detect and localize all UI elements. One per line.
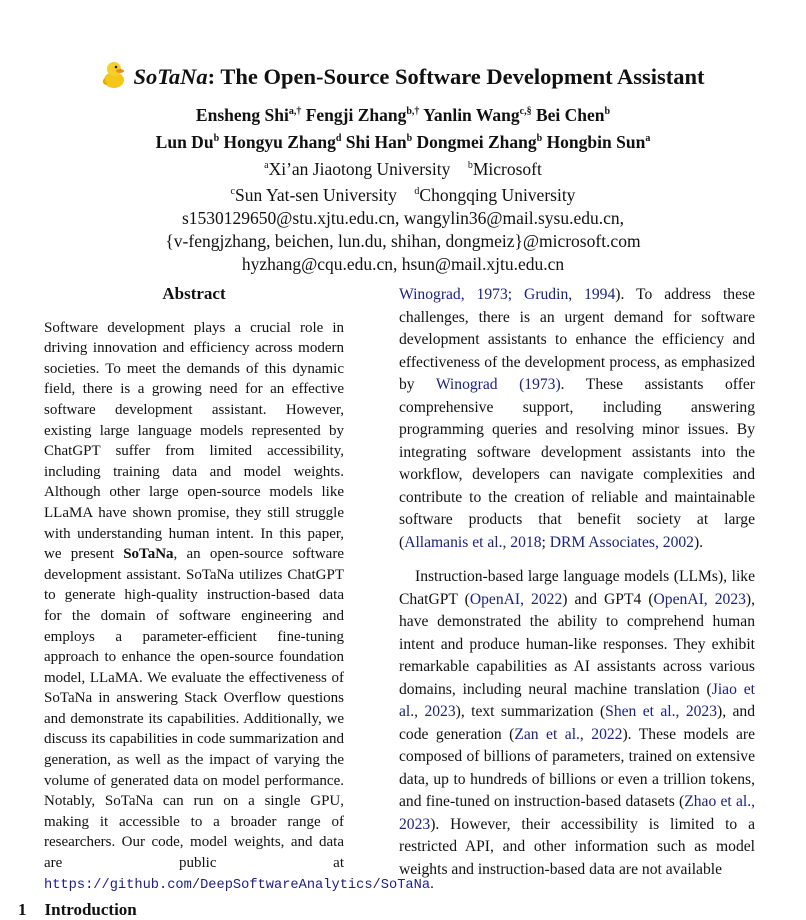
email-line: {v-fengjzhang, beichen, lun.du, shihan, dongmeiz}@microsoft.com <box>165 231 641 252</box>
duck-logo-icon <box>101 59 127 89</box>
model-name-bold: SoTaNa <box>123 546 174 563</box>
author-name: Shi Han <box>345 131 407 152</box>
email-line: hyzhang@cqu.edu.cn, hsun@mail.xjtu.edu.cn <box>241 254 565 275</box>
citation-link[interactable]: Allamanis et al., 2018 <box>404 533 542 551</box>
author-name: Bei Chen <box>535 104 605 125</box>
author-name: Fengji Zhang <box>305 104 407 125</box>
section-number: 1 <box>18 900 27 919</box>
author-name: Lun Du <box>155 131 214 152</box>
affiliation-line-2: $^c$Sun Yat-sen University $^d$Chongqing University <box>230 185 576 206</box>
citation-link[interactable]: OpenAI, 2023 <box>653 590 746 608</box>
citation-link[interactable]: Jiao et al., 2023 <box>399 680 756 720</box>
model-name: SoTaNa <box>133 64 208 89</box>
affiliation-line-1: $^a$Xi’an Jiaotong University $^b$Microsoft <box>264 158 542 179</box>
section-heading <box>18 900 155 920</box>
authors-line-2: Lun Du$^b$ Hongyu Zhang$^d$ Shi Han$^b$ Dongmei Zhang$^b$ Hongbin Sun$^a$ <box>155 131 651 152</box>
citation-link[interactable]: DRM Associates, 2002 <box>549 533 694 551</box>
author-name: Ensheng Shi <box>195 104 289 125</box>
citation-link[interactable]: Winograd, 1973; Grudin, 1994 <box>399 286 616 303</box>
citation-link[interactable]: Zhao et al., 2023 <box>399 793 755 833</box>
author-name: Yanlin Wang <box>423 104 520 125</box>
paragraph: Winograd, 1973; Grudin, 1994). To address these challenges, there is an urgent demand for software development assistants to enhance the efficiency and effectiveness of the development process, as emphasized by Winograd (1973). These assistants offer comprehensive support, including answering programming queries and resolving minor issues. By integrating software development assistants into the workflow, developers can navigate complexities and contribute to the creation of reliable and maintainable software products that benefit society at large (Allamanis et al., 2018; DRM Associates, 2002). <box>399 286 755 551</box>
github-link[interactable]: https://github.com/DeepSoftwareAnalytics/SoTaNa <box>44 877 431 893</box>
paper-title <box>0 62 806 97</box>
abstract-column <box>44 284 434 896</box>
abstract-heading: Abstract <box>162 284 226 303</box>
email-line: s1530129650@stu.xjtu.edu.cn, wangylin36@mail.sysu.edu.cn, <box>182 208 624 229</box>
author-name: Dongmei Zhang <box>416 131 537 152</box>
author-name: Hongyu Zhang <box>223 131 336 152</box>
author-block <box>0 100 806 276</box>
authors-line-1: Ensheng Shi$^{a,\dagger}$ Fengji Zhang$^{b,\dagger}$ Yanlin Wang$^{c,\S}$ Bei Chen$^b$ <box>195 104 611 125</box>
citation-link[interactable]: Zan et al., 2022 <box>514 725 623 743</box>
citation-link[interactable]: OpenAI, 2022 <box>469 590 563 608</box>
citation-link[interactable]: Winograd (1973) <box>435 376 561 393</box>
title-rest: : The Open-Source Software Development Assistant <box>207 64 705 89</box>
author-name: Hongbin Sun <box>546 131 646 152</box>
section-title: Introduction <box>44 900 137 919</box>
abstract-text: Software development plays a crucial role in driving innovation and efficiency across modern societies. To meet the demands of this dynamic field, there is a growing need for an effective software development assistant. However, existing large language models represented by ChatGPT suffer from limited accessibility, including training data and model weights. Although other large open-source models like LLaMA have shown promise, they still struggle with understanding human intent. In this paper, we present SoTaNa, an open-source software development assistant. SoTaNa utilizes ChatGPT to generate high-quality instruction-based data for the domain of software engineering and employs a parameter-efficient fine-tuning approach to enhance the open-source foundation model, LLaMA. We evaluate the effectiveness of SoTaNa in answering Stack Overflow questions and demonstrate its capabilities. Additionally, we discuss its capabilities in code summarization and generation, as well as the impact of varying the volume of generated data on model performance. Notably, SoTaNa can run on a single GPU, making it accessible to a broader range of researchers. Our code, model weights, and data are public at https://github.com/DeepSoftwareAnalytics/SoTaNa. <box>44 319 434 893</box>
body-column-right <box>399 284 755 881</box>
citation-link[interactable]: Shen et al., 2023 <box>605 703 718 720</box>
paragraph: Instruction-based large language models (LLMs), like ChatGPT (OpenAI, 2022) and GPT4 (OpenAI, 2023), have demonstrated the ability to comprehend human intent and produce human-like responses. They exhibit remarkable capabilities as AI assistants across various domains, including neural machine translation (Jiao et al., 2023), text summarization (Shen et al., 2023), and code generation (Zan et al., 2022). These models are composed of billions of parameters, trained on extensive data, up to hundreds of billions or even a trillion tokens, and fine-tuned on instruction-based datasets (Zhao et al., 2023). However, their accessibility is limited to a restricted API, and other information such as model weights and instruction-based data are not available <box>399 568 756 878</box>
